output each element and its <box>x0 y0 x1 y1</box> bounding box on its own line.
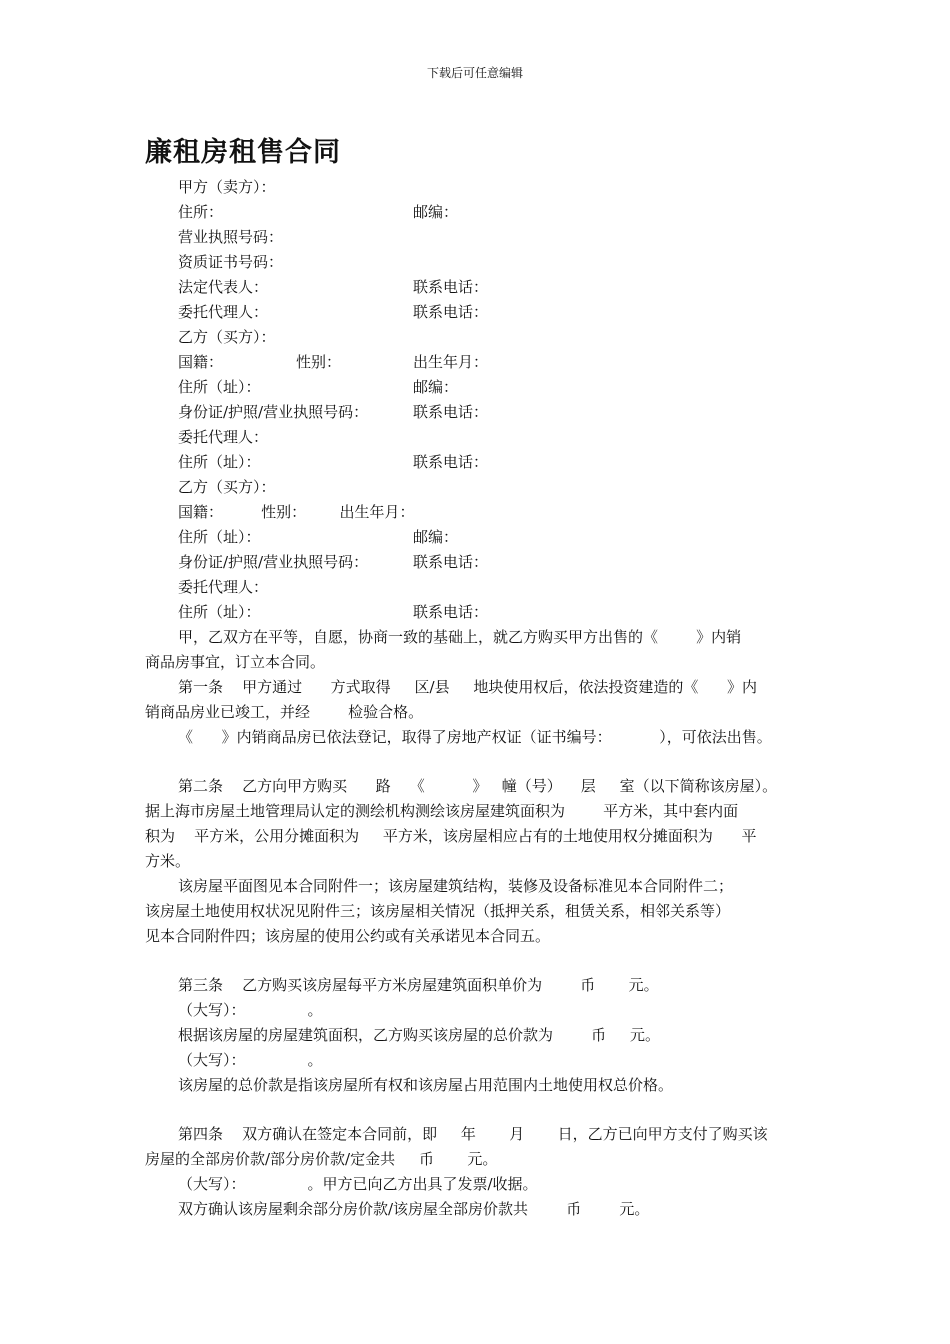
party-b-id-phone-label: 联系电话： <box>413 403 489 421</box>
party-b2-agent-phone-label: 联系电话： <box>413 603 489 621</box>
party-b-address-label: 住所（址）： <box>178 378 261 396</box>
article-2-line: 见本合同附件四；该房屋的使用公约或有关承诺见本合同五。 <box>145 927 551 945</box>
party-b-birth-label: 出生年月： <box>413 353 489 371</box>
article-2-line: 该房屋土地使用权状况见附件三；该房屋相关情况（抵押关系，租赁关系，相邻关系等） <box>145 902 731 920</box>
party-a-license-label: 营业执照号码： <box>178 228 284 246</box>
party-b2-nationality-line: 国籍： 性别： 出生年月： <box>178 503 415 521</box>
party-b2-id-phone-label: 联系电话： <box>413 553 489 571</box>
party-b-agent-phone-label: 联系电话： <box>413 453 489 471</box>
party-a-agent-phone-label: 联系电话： <box>413 303 489 321</box>
article-4-line: 房屋的全部房价款/部分房价款/定金共 币 元。 <box>145 1150 498 1168</box>
article-3-line: （大写）： 。 <box>178 1001 323 1019</box>
party-b-id-label: 身份证/护照/营业执照号码： <box>178 403 369 421</box>
party-b-heading: 乙方（买方）： <box>178 328 276 346</box>
party-b-nationality-label: 国籍： <box>178 353 224 371</box>
party-b-agent-address-label: 住所（址）： <box>178 453 261 471</box>
party-a-qualification-label: 资质证书号码： <box>178 253 284 271</box>
page-header: 下载后可任意编辑 <box>426 66 523 80</box>
document-title: 廉租房租售合同 <box>145 137 341 168</box>
article-2-line: 该房屋平面图见本合同附件一；该房屋建筑结构，装修及设备标准见本合同附件二； <box>178 877 734 895</box>
party-b-gender-label: 性别： <box>296 353 342 371</box>
article-2-line: 积为 平方米，公用分摊面积为 平方米，该房屋相应占有的土地使用权分摊面积为 平 <box>145 827 757 845</box>
party-b2-postcode-label: 邮编： <box>413 528 459 546</box>
article-1-line: 《 》内销商品房已依法登记，取得了房地产权证（证书编号： ），可依法出售。 <box>178 728 772 746</box>
party-b2-agent-label: 委托代理人： <box>178 578 269 596</box>
party-b2-address-label: 住所（址）： <box>178 528 261 546</box>
party-b2-heading: 乙方（买方）： <box>178 478 276 496</box>
article-3-line: 第三条 乙方购买该房屋每平方米房屋建筑面积单价为 币 元。 <box>178 976 659 994</box>
party-a-address-label: 住所： <box>178 203 224 221</box>
party-a-postcode-label: 邮编： <box>413 203 459 221</box>
intro-paragraph-line: 甲，乙双方在平等，自愿，协商一致的基础上，就乙方购买甲方出售的《 》内销 <box>178 628 742 646</box>
article-3-line: 根据该房屋的房屋建筑面积，乙方购买该房屋的总价款为 币 元。 <box>178 1026 660 1044</box>
article-2-line: 据上海市房屋土地管理局认定的测绘机构测绘该房屋建筑面积为 平方米，其中套内面 <box>145 802 739 820</box>
party-a-agent-label: 委托代理人： <box>178 303 269 321</box>
party-a-legal-rep-phone-label: 联系电话： <box>413 278 489 296</box>
article-4-line: （大写）： 。甲方已向乙方出具了发票/收据。 <box>178 1175 538 1193</box>
party-a-heading: 甲方（卖方）： <box>178 178 276 196</box>
party-b-agent-label: 委托代理人： <box>178 428 269 446</box>
party-b-postcode-label: 邮编： <box>413 378 459 396</box>
party-b2-agent-address-label: 住所（址）： <box>178 603 261 621</box>
article-3-line: （大写）： 。 <box>178 1051 323 1069</box>
article-4-line: 第四条 双方确认在签定本合同前，即 年 月 日，乙方已向甲方支付了购买该 <box>178 1125 768 1143</box>
article-1-line: 销商品房业已竣工，并经 检验合格。 <box>145 703 424 721</box>
intro-paragraph-line: 商品房事宜，订立本合同。 <box>145 653 326 671</box>
party-b2-id-label: 身份证/护照/营业执照号码： <box>178 553 369 571</box>
party-a-legal-rep-label: 法定代表人： <box>178 278 269 296</box>
article-3-line: 该房屋的总价款是指该房屋所有权和该房屋占用范围内土地使用权总价格。 <box>178 1076 674 1094</box>
article-2-line: 方米。 <box>145 852 191 870</box>
article-4-line: 双方确认该房屋剩余部分房价款/该房屋全部房价款共 币 元。 <box>178 1200 650 1218</box>
article-1-line: 第一条 甲方通过 方式取得 区/县 地块使用权后，依法投资建造的《 》内 <box>178 678 758 696</box>
article-2-line: 第二条 乙方向甲方购买 路 《 》 幢（号） 层 室（以下简称该房屋）。 <box>178 777 778 795</box>
